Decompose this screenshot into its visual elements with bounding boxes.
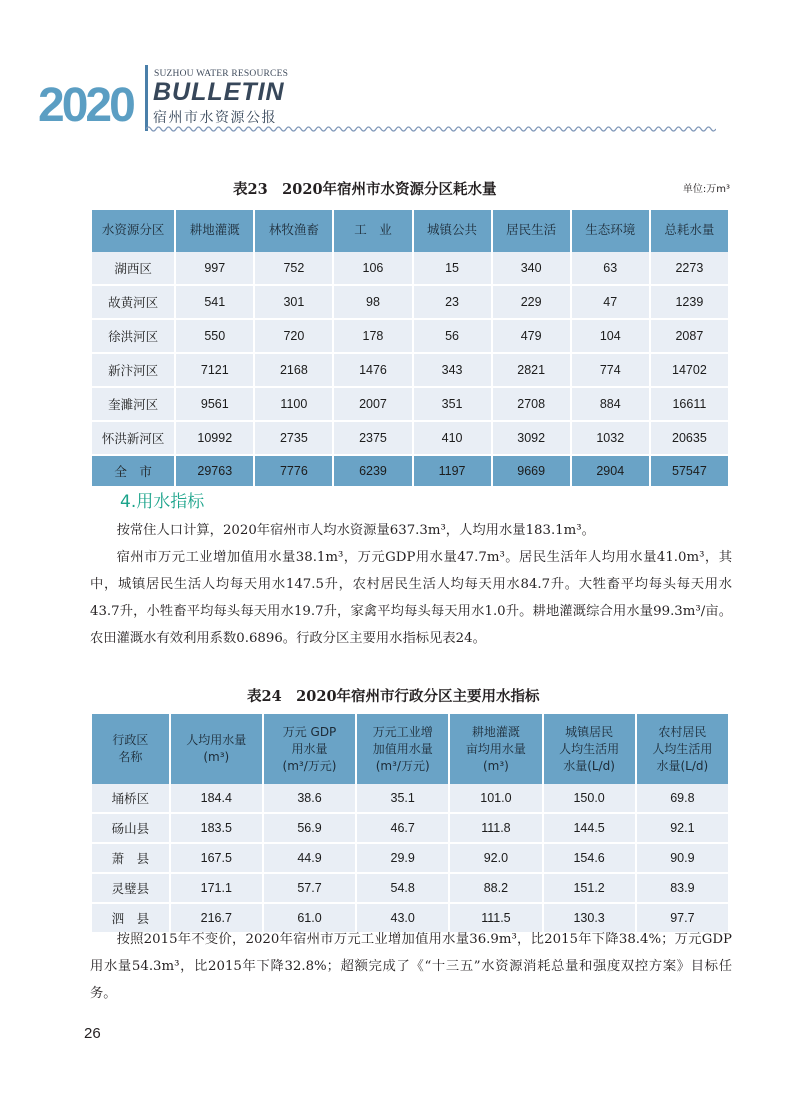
- table-cell: 44.9: [264, 844, 355, 874]
- table-cell: 340: [493, 252, 570, 286]
- table-cell: 301: [255, 286, 332, 320]
- header-bulletin: BULLETIN: [153, 78, 285, 106]
- column-header: [92, 714, 169, 784]
- table-cell: 144.5: [544, 814, 635, 844]
- row-label: 湖西区: [92, 252, 174, 286]
- table-cell: 154.6: [544, 844, 635, 874]
- table23-unit: 单位:万m³: [682, 184, 730, 195]
- table-cell: 98: [334, 286, 411, 320]
- table-row: [92, 874, 728, 904]
- column-header-line: 人均生活用: [652, 741, 713, 756]
- table-cell: 229: [493, 286, 570, 320]
- row-label: 砀山县: [92, 814, 169, 844]
- table-cell: 23: [414, 286, 491, 320]
- table-cell: 111.5: [450, 904, 541, 934]
- table-cell: 183.5: [171, 814, 262, 844]
- section-body: [90, 517, 732, 652]
- table-cell: 752: [255, 252, 332, 286]
- table24-header-row: [92, 714, 728, 784]
- table-cell: 35.1: [357, 784, 448, 814]
- column-header-line: 农村居民: [658, 724, 707, 739]
- table-cell: 2375: [334, 422, 411, 456]
- column-header-line: 耕地灌溉: [471, 724, 520, 739]
- row-label: 埇桥区: [92, 784, 169, 814]
- column-header-line: 加值用水量: [372, 741, 433, 756]
- closing-body: [90, 926, 732, 1007]
- column-header-line: (m³/万元): [282, 758, 337, 773]
- table-cell: 774: [572, 354, 649, 388]
- table-cell: 1197: [414, 456, 491, 486]
- table-row: [92, 388, 728, 422]
- table-cell: 2708: [493, 388, 570, 422]
- table-cell: 997: [176, 252, 253, 286]
- table-cell: 1100: [255, 388, 332, 422]
- table-cell: 7776: [255, 456, 332, 486]
- row-label: 怀洪新河区: [92, 422, 174, 456]
- table-cell: 151.2: [544, 874, 635, 904]
- table-row: [92, 252, 728, 286]
- paragraph: 按常住人口计算，2020年宿州市人均水资源量637.3m³，人均用水量183.1m³。: [116, 523, 595, 538]
- table-cell: 2007: [334, 388, 411, 422]
- table-cell: 57.7: [264, 874, 355, 904]
- column-header-line: 万元工业增: [372, 724, 433, 739]
- table-cell: 9561: [176, 388, 253, 422]
- table-cell: 479: [493, 320, 570, 354]
- table23-header-row: [92, 210, 728, 252]
- table-cell: 97.7: [637, 904, 728, 934]
- column-header-line: 万元 GDP: [282, 724, 337, 739]
- section-title: 4.用水指标: [120, 492, 205, 512]
- table-cell: 884: [572, 388, 649, 422]
- table-row: [92, 844, 728, 874]
- table-cell: 63: [572, 252, 649, 286]
- column-header: [357, 714, 448, 784]
- table-cell: 2273: [651, 252, 728, 286]
- row-label: 全 市: [92, 456, 174, 486]
- table-cell: 550: [176, 320, 253, 354]
- table-cell: 16611: [651, 388, 728, 422]
- column-header: 总耗水量: [651, 210, 728, 252]
- table-cell: 2904: [572, 456, 649, 486]
- row-label: 奎濉河区: [92, 388, 174, 422]
- column-header: [264, 714, 355, 784]
- column-header: 居民生活: [493, 210, 570, 252]
- table-row: [92, 422, 728, 456]
- table-cell: 7121: [176, 354, 253, 388]
- table-cell: 57547: [651, 456, 728, 486]
- table-cell: 150.0: [544, 784, 635, 814]
- table-cell: 47: [572, 286, 649, 320]
- row-label: 灵璧县: [92, 874, 169, 904]
- table-cell: 56.9: [264, 814, 355, 844]
- column-header: 林牧渔畜: [255, 210, 332, 252]
- table-cell: 2168: [255, 354, 332, 388]
- header-org-en: SUZHOU WATER RESOURCES: [154, 69, 289, 79]
- table-cell: 6239: [334, 456, 411, 486]
- table-cell: 69.8: [637, 784, 728, 814]
- table-row: [92, 814, 728, 844]
- table-cell: 216.7: [171, 904, 262, 934]
- column-header: 城镇公共: [414, 210, 491, 252]
- column-header: [544, 714, 635, 784]
- table-cell: 46.7: [357, 814, 448, 844]
- header-divider: [145, 65, 148, 131]
- column-header-line: 人均用水量: [186, 733, 247, 747]
- table-cell: 104: [572, 320, 649, 354]
- table-cell: 10992: [176, 422, 253, 456]
- table-cell: 167.5: [171, 844, 262, 874]
- table-cell: 88.2: [450, 874, 541, 904]
- column-header-line: 名称: [118, 750, 143, 764]
- wave-decoration-icon: [146, 124, 716, 134]
- table-cell: 54.8: [357, 874, 448, 904]
- row-label: 故黄河区: [92, 286, 174, 320]
- closing-paragraph: 按照2015年不变价，2020年宿州市万元工业增加值用水量36.9m³，比2015年下降38.4%；万元GDP用水量54.3m³，比2015年下降32.8%；超额完成了《“十三五”水资源消耗总量和强度双控方案》目标任务。: [90, 932, 732, 1001]
- column-header: 生态环境: [572, 210, 649, 252]
- table-cell: 2821: [493, 354, 570, 388]
- column-header: 耕地灌溉: [176, 210, 253, 252]
- table-cell: 92.0: [450, 844, 541, 874]
- table23: [90, 210, 730, 486]
- column-header-line: 行政区: [112, 733, 149, 747]
- table-cell: 9669: [493, 456, 570, 486]
- column-header: 工 业: [334, 210, 411, 252]
- table-cell: 101.0: [450, 784, 541, 814]
- column-header-line: 用水量: [291, 741, 328, 756]
- row-label: 徐洪河区: [92, 320, 174, 354]
- table-cell: 1476: [334, 354, 411, 388]
- table-cell: 1032: [572, 422, 649, 456]
- column-header: 水资源分区: [92, 210, 174, 252]
- table-cell: 29763: [176, 456, 253, 486]
- column-header-line: 城镇居民: [565, 724, 614, 739]
- table-cell: 2735: [255, 422, 332, 456]
- table24: [90, 714, 730, 934]
- table-cell: 184.4: [171, 784, 262, 814]
- paragraph: 宿州市万元工业增加值用水量38.1m³，万元GDP用水量47.7m³。居民生活年人均用水量41.0m³，其中，城镇居民生活人均每天用水147.5升，农村居民生活人均每天用水84.7升。大牲畜平均每头每天用水43.7升，小牲畜平均每头每天用水19.7升，家禽平均每头每天用水1.0升。耕地灌溉综合用水量99.3m³/亩。农田灌溉水有效利用系数0.6896。行政分区主要用水指标见表24。: [90, 550, 732, 646]
- table-cell: 90.9: [637, 844, 728, 874]
- column-header-line: 人均生活用: [559, 741, 620, 756]
- row-label: 新汴河区: [92, 354, 174, 388]
- row-label: 泗 县: [92, 904, 169, 934]
- table-cell: 92.1: [637, 814, 728, 844]
- table-row: [92, 320, 728, 354]
- table-cell: 56: [414, 320, 491, 354]
- table-row: [92, 286, 728, 320]
- table-cell: 1239: [651, 286, 728, 320]
- table-cell: 14702: [651, 354, 728, 388]
- row-label: 萧 县: [92, 844, 169, 874]
- table-cell: 171.1: [171, 874, 262, 904]
- table-cell: 3092: [493, 422, 570, 456]
- page-number: 26: [84, 1025, 101, 1042]
- table-cell: 15: [414, 252, 491, 286]
- table-cell: 111.8: [450, 814, 541, 844]
- table-cell: 343: [414, 354, 491, 388]
- table23-title: 表23 2020年宿州市水资源分区耗水量: [233, 181, 497, 198]
- table-cell: 106: [334, 252, 411, 286]
- header-title-cn: 宿州市水资源公报: [153, 110, 277, 126]
- table-cell: 83.9: [637, 874, 728, 904]
- table-cell: 410: [414, 422, 491, 456]
- table-cell: 351: [414, 388, 491, 422]
- table-cell: 2087: [651, 320, 728, 354]
- column-header: [450, 714, 541, 784]
- table-cell: 29.9: [357, 844, 448, 874]
- table-cell: 178: [334, 320, 411, 354]
- column-header-line: (m³/万元): [375, 758, 430, 773]
- table-total-row: [92, 456, 728, 486]
- column-header-line: (m³): [203, 750, 230, 764]
- column-header-line: 水量(L/d): [656, 758, 709, 773]
- column-header: [637, 714, 728, 784]
- column-header-line: (m³): [482, 758, 509, 773]
- table-cell: 43.0: [357, 904, 448, 934]
- table-cell: 720: [255, 320, 332, 354]
- table-cell: 20635: [651, 422, 728, 456]
- header-year: 2020: [38, 79, 133, 132]
- table-cell: 541: [176, 286, 253, 320]
- column-header: [171, 714, 262, 784]
- table-row: [92, 784, 728, 814]
- table-row: [92, 354, 728, 388]
- table24-title: 表24 2020年宿州市行政分区主要用水指标: [247, 688, 540, 705]
- table-cell: 61.0: [264, 904, 355, 934]
- table-cell: 38.6: [264, 784, 355, 814]
- table-cell: 130.3: [544, 904, 635, 934]
- column-header-line: 亩均用水量: [465, 741, 526, 756]
- column-header-line: 水量(L/d): [563, 758, 615, 773]
